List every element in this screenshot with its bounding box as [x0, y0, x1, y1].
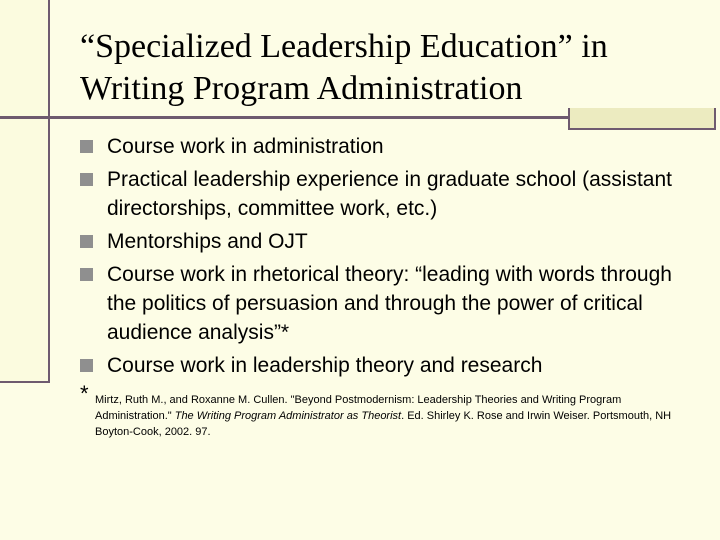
- list-item: [80, 165, 700, 223]
- square-bullet-icon: [80, 173, 93, 186]
- bullet-text: Course work in administration: [107, 135, 384, 158]
- sidebar-bottom-rule: [0, 381, 48, 383]
- square-bullet-icon: [80, 268, 93, 281]
- title-line-2: Writing Program Administration: [80, 70, 523, 107]
- list-item: [80, 227, 700, 256]
- square-bullet-icon: [80, 235, 93, 248]
- footnote: [80, 381, 690, 440]
- footnote-part-2: . Ed. Shirley K. Rose and Irwin Weiser. Portsmouth, NH Boyton-Cook, 2002. 97.: [95, 410, 672, 438]
- left-sidebar-bar: [0, 0, 50, 383]
- footnote-part-1: Mirtz, Ruth M., and Roxanne M. Cullen. "Beyond Postmodernism: Leadership Theories and Writing Program Administration.": [95, 394, 622, 422]
- square-bullet-icon: [80, 140, 93, 153]
- bullet-text: Practical leadership experience in graduate school (assistant directorships, committee work, etc.): [107, 168, 672, 220]
- list-item: [80, 351, 700, 380]
- title-accent-box: [568, 108, 716, 130]
- bullet-list: [80, 132, 700, 384]
- footnote-marker: *: [80, 381, 89, 406]
- footnote-citation: [80, 392, 690, 440]
- bullet-text: Course work in rhetorical theory: “leading with words through the politics of persuasion and through the power of critical audience analysis”*: [107, 263, 672, 344]
- list-item: [80, 260, 700, 347]
- bullet-text: Mentorships and OJT: [107, 230, 308, 253]
- slide-title: [80, 26, 700, 110]
- bullet-text: Course work in leadership theory and research: [107, 354, 543, 377]
- square-bullet-icon: [80, 359, 93, 372]
- list-item: [80, 132, 700, 161]
- footnote-italic-title: The Writing Program Administrator as Theorist: [174, 410, 402, 422]
- title-line-1: “Specialized Leadership Education” in: [80, 28, 608, 65]
